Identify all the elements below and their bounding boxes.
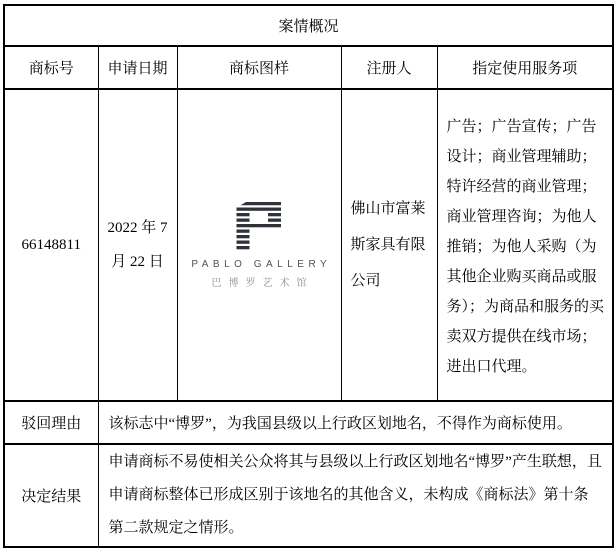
col-header-designated-services: 指定使用服务项	[437, 46, 613, 89]
col-header-registrant: 注册人	[341, 46, 437, 89]
col-header-trademark-sample: 商标图样	[177, 46, 341, 89]
table-header-row	[4, 46, 613, 89]
rejection-reason-label: 驳回理由	[4, 401, 98, 444]
rejection-reason-row	[4, 401, 613, 444]
rejection-reason-text: 该标志中“博罗”，为我国县级以上行政区划地名，不得作为商标使用。	[98, 401, 613, 444]
decision-result-label: 决定结果	[4, 444, 98, 547]
trademark-number-cell: 66148811	[4, 89, 98, 401]
logo-name-cn: 巴博罗艺术馆	[211, 277, 314, 289]
trademark-sample-cell	[177, 89, 341, 401]
logo-name-en: PABLO GALLERY	[191, 258, 332, 270]
pablo-gallery-logo	[178, 202, 341, 289]
application-date-cell: 2022 年 7 月 22 日	[98, 89, 177, 401]
striped-p-icon	[235, 202, 283, 252]
decision-result-row	[4, 444, 613, 547]
case-overview-table	[3, 4, 614, 548]
col-header-trademark-no: 商标号	[4, 46, 98, 89]
col-header-application-date: 申请日期	[98, 46, 177, 89]
table-title-row	[4, 5, 613, 46]
designated-services-cell: 广告；广告宣传；广告设计；商业管理辅助；特许经营的商业管理；商业管理咨询；为他人推销；为他人采购（为其他企业购买商品或服务）；为商品和服务的买卖双方提供在线市场；进出口代理。	[437, 89, 613, 401]
decision-result-text: 申请商标不易使相关公众将其与县级以上行政区划地名“博罗”产生联想，且申请商标整体已形成区别于该地名的其他含义，未构成《商标法》第十条第二款规定之情形。	[98, 444, 613, 547]
case-data-row	[4, 89, 613, 401]
table-title: 案情概况	[4, 5, 613, 46]
registrant-cell: 佛山市富莱斯家具有限公司	[341, 89, 437, 401]
